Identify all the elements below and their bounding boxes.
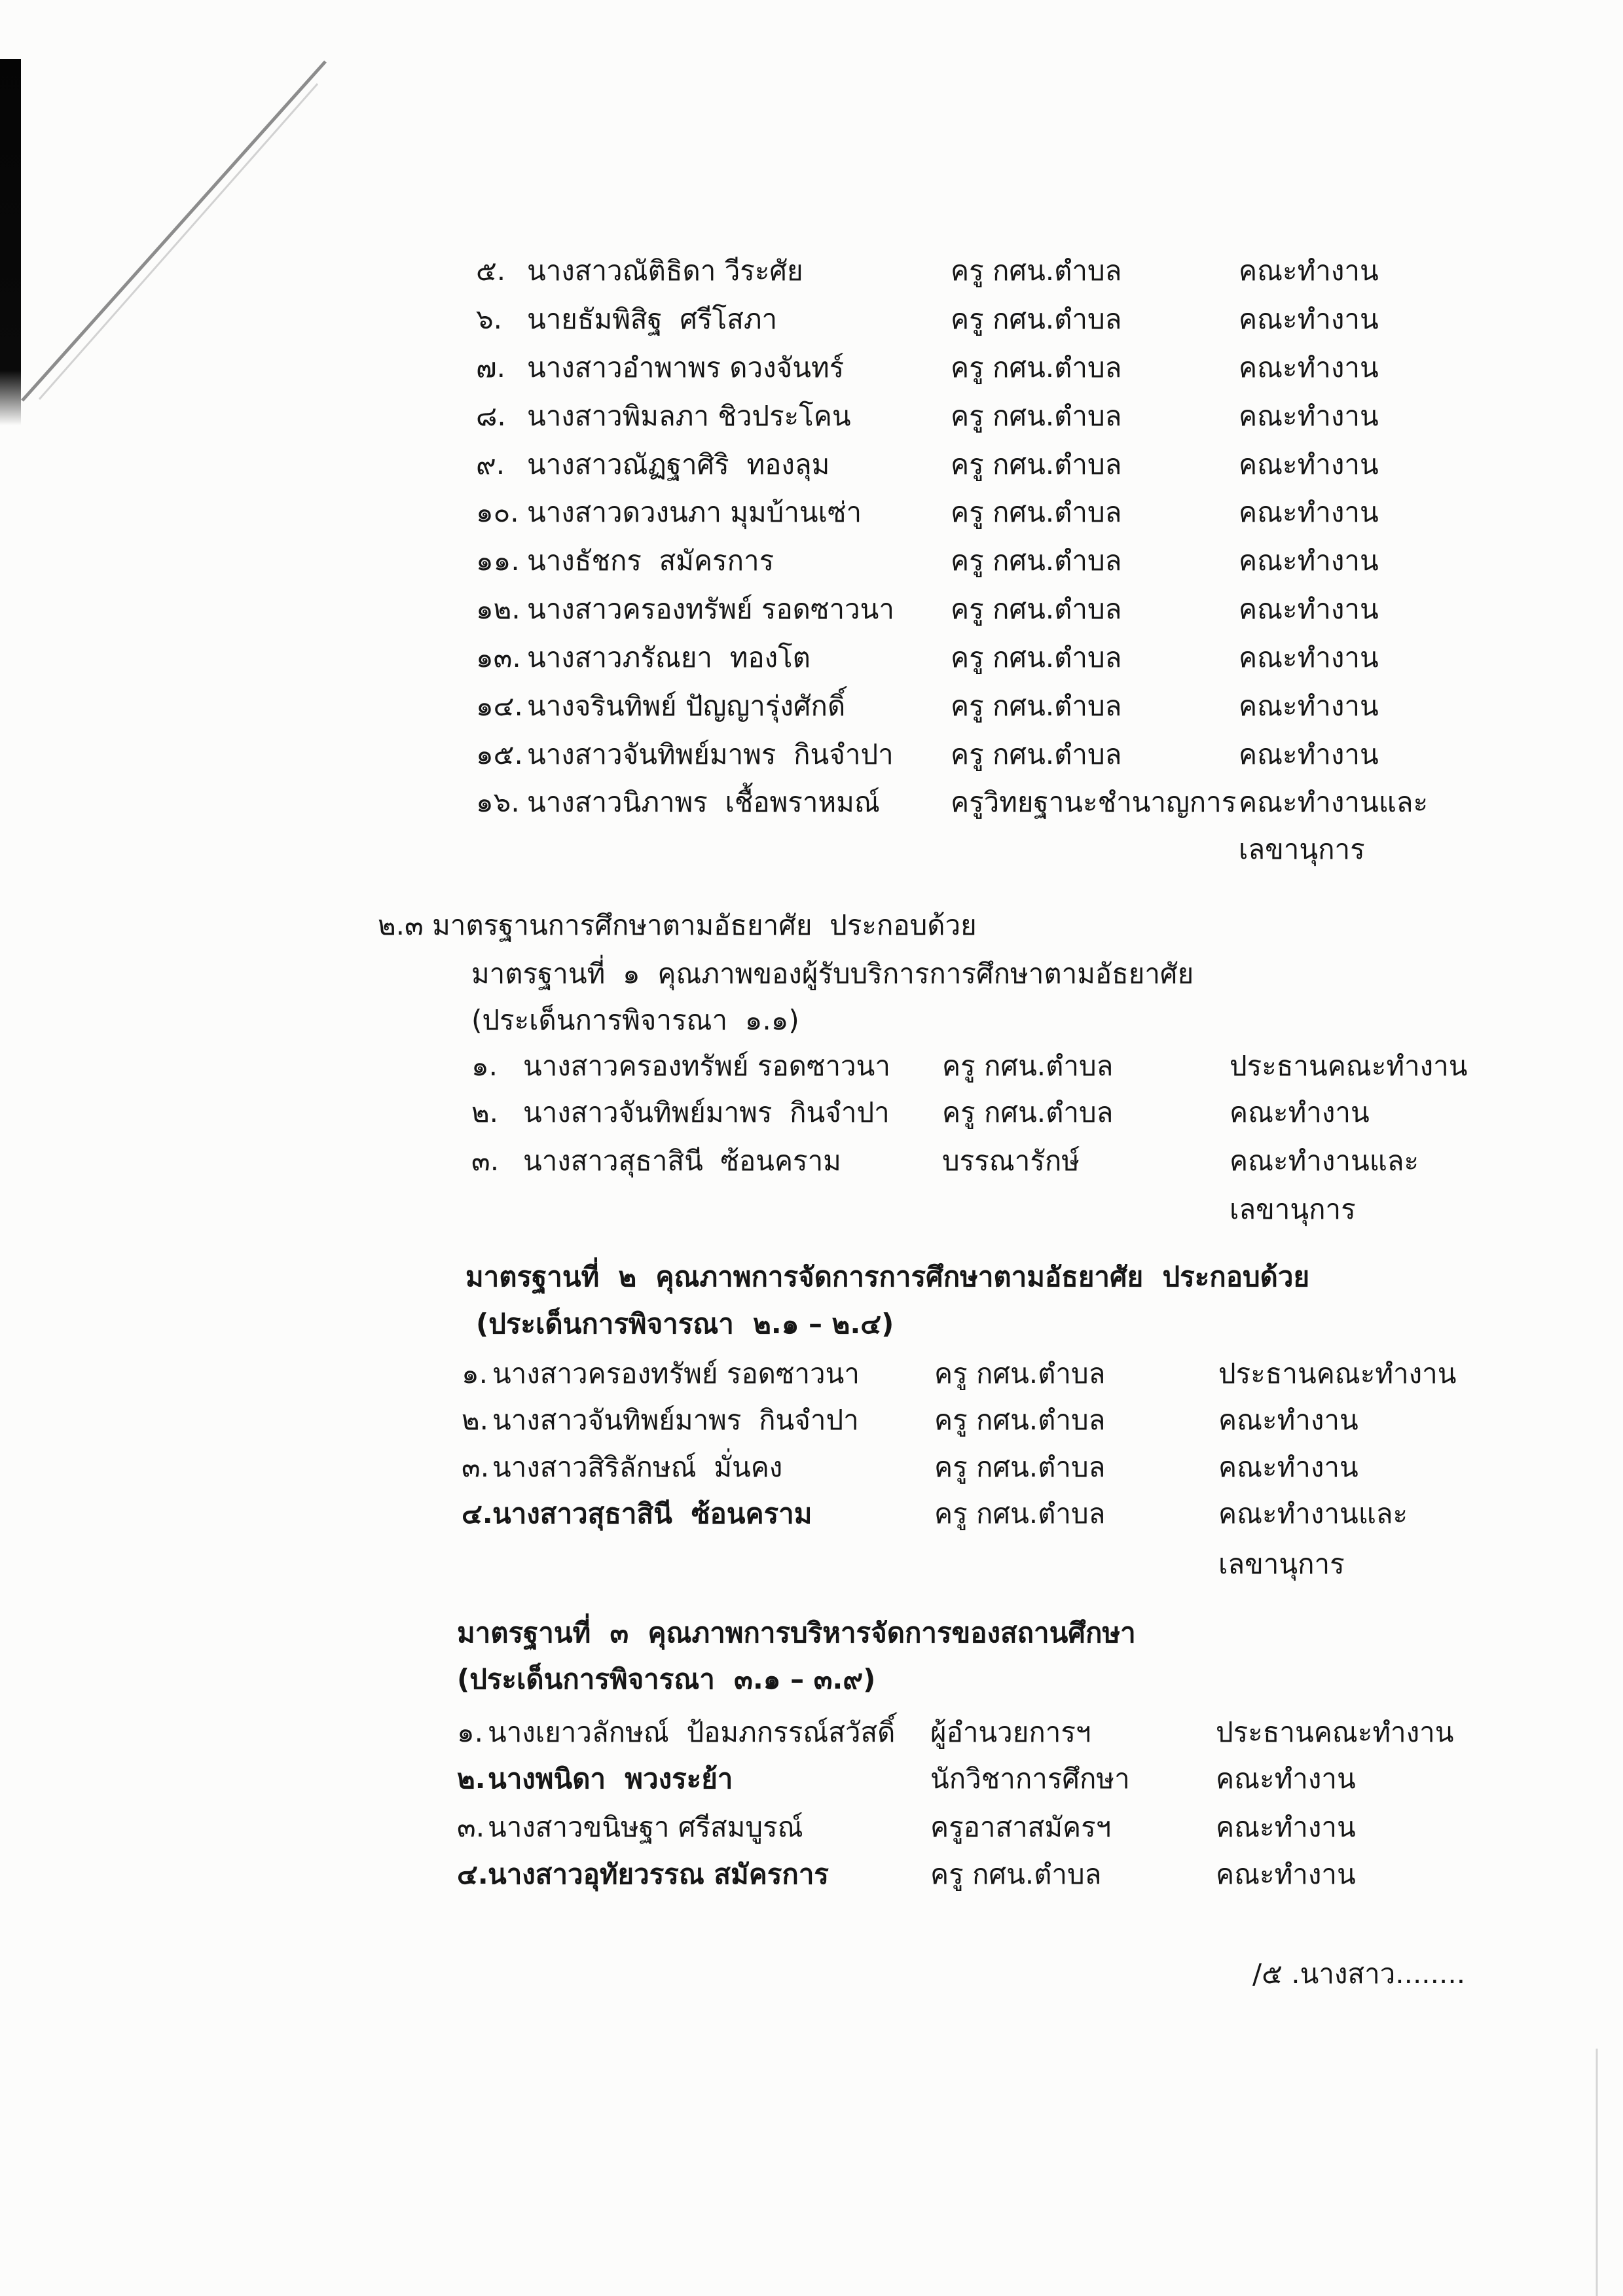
row-number: ๑๓. bbox=[476, 641, 521, 673]
member-position: ครู กศน.ตำบล bbox=[934, 1357, 1106, 1390]
row-number: ๒. bbox=[457, 1763, 486, 1795]
member-position: ครู กศน.ตำบล bbox=[951, 545, 1122, 577]
member-role: คณะทำงาน bbox=[1218, 1451, 1359, 1483]
member-name: นางสาวสิริลักษณ์ มั่นคง bbox=[492, 1451, 783, 1483]
row-number: ๒. bbox=[471, 1096, 499, 1128]
row-number: ๔. bbox=[462, 1498, 493, 1530]
member-position: ครู กศน.ตำบล bbox=[951, 593, 1122, 625]
row-number: ๖. bbox=[476, 303, 503, 335]
row-number: ๓. bbox=[462, 1451, 490, 1483]
committee-row-continuation bbox=[0, 829, 1623, 870]
member-role: คณะทำงาน bbox=[1239, 448, 1379, 480]
member-position: ครู กศน.ตำบล bbox=[951, 303, 1122, 335]
committee-row bbox=[0, 251, 1623, 291]
member-role: คณะทำงาน bbox=[1216, 1811, 1356, 1843]
member-role-continued: เลขานุการ bbox=[1230, 1193, 1356, 1225]
member-role: ประธานคณะทำงาน bbox=[1218, 1357, 1457, 1390]
row-number: ๑๕. bbox=[476, 738, 523, 770]
member-role: คณะทำงาน bbox=[1239, 545, 1379, 577]
member-row bbox=[0, 1447, 1623, 1488]
member-position: ครู กศน.ตำบล bbox=[934, 1451, 1106, 1483]
member-name: นางเยาวลักษณ์ ป้อมภกรรณ์สวัสดิ์ bbox=[488, 1716, 896, 1748]
committee-row bbox=[0, 492, 1623, 533]
member-position: ครู กศน.ตำบล bbox=[951, 641, 1122, 673]
member-position: ครู กศน.ตำบล bbox=[951, 255, 1122, 287]
row-number: ๘. bbox=[476, 400, 506, 432]
member-role: คณะทำงาน bbox=[1239, 496, 1379, 528]
member-name: นางสาวณัติธิดา วีระศัย bbox=[527, 255, 803, 287]
row-number: ๒. bbox=[462, 1404, 489, 1436]
committee-row bbox=[0, 686, 1623, 726]
member-name: นางสาวครองทรัพย์ รอดซาวนา bbox=[523, 1050, 890, 1082]
member-role: คณะทำงาน bbox=[1216, 1763, 1356, 1795]
member-name: นางสาวอุทัยวรรณ สมัครการ bbox=[488, 1858, 829, 1890]
standard-title: มาตรฐานที่ ๓ คุณภาพการบริหารจัดการของสถานศึกษา bbox=[457, 1617, 1136, 1649]
member-role: คณะทำงานและ bbox=[1239, 786, 1429, 818]
member-row bbox=[0, 1807, 1623, 1848]
member-name: นางสาวพิมลภา ชิวประโคน bbox=[527, 400, 851, 432]
row-number: ๑๔. bbox=[476, 690, 523, 722]
page-continuation-marker: /๕ .นางสาว........ bbox=[1252, 1958, 1466, 1990]
standard-criteria: (ประเด็นการพิจารณา ๓.๑ – ๓.๙) bbox=[457, 1663, 876, 1695]
committee-row bbox=[0, 541, 1623, 581]
member-role: คณะทำงานและ bbox=[1230, 1145, 1419, 1177]
member-role-continued: เลขานุการ bbox=[1239, 833, 1365, 865]
standard-criteria: (ประเด็นการพิจารณา ๒.๑ – ๒.๔) bbox=[476, 1308, 894, 1340]
member-name: นางสาวครองทรัพย์ รอดซาวนา bbox=[527, 593, 894, 625]
member-position: ครู กศน.ตำบล bbox=[951, 400, 1122, 432]
member-role: คณะทำงาน bbox=[1239, 593, 1379, 625]
member-role: คณะทำงาน bbox=[1239, 303, 1379, 335]
member-position: ครู กศน.ตำบล bbox=[930, 1858, 1102, 1890]
committee-row bbox=[0, 637, 1623, 678]
member-name: นางสาวสุธาสินี ซ้อนคราม bbox=[523, 1145, 841, 1177]
committee-row bbox=[0, 444, 1623, 485]
member-row bbox=[0, 1354, 1623, 1394]
row-number: ๗. bbox=[476, 351, 505, 384]
member-name: นางสาวจันทิพย์มาพร กินจำปา bbox=[523, 1096, 890, 1128]
member-name: นางสาวอำพาพร ดวงจันทร์ bbox=[527, 351, 845, 384]
member-position: ครูวิทยฐานะชำนาญการ bbox=[951, 786, 1237, 818]
row-number: ๓. bbox=[457, 1811, 485, 1843]
committee-row bbox=[0, 734, 1623, 775]
committee-row bbox=[0, 299, 1623, 340]
row-number: ๓. bbox=[471, 1145, 500, 1177]
section-heading: ๒.๓ มาตรฐานการศึกษาตามอัธยาศัย ประกอบด้วย bbox=[378, 909, 977, 941]
member-position: นักวิชาการศึกษา bbox=[930, 1763, 1130, 1795]
row-number: ๑๐. bbox=[476, 496, 519, 528]
member-row bbox=[0, 1854, 1623, 1895]
member-position: ครู กศน.ตำบล bbox=[951, 496, 1122, 528]
member-position: ครูอาสาสมัครฯ bbox=[930, 1811, 1112, 1843]
standard-title: มาตรฐานที่ ๒ คุณภาพการจัดการการศึกษาตามอัธยาศัย ประกอบด้วย bbox=[465, 1261, 1310, 1293]
member-position: บรรณารักษ์ bbox=[942, 1145, 1080, 1177]
row-number: ๕. bbox=[476, 255, 506, 287]
member-role: คณะทำงาน bbox=[1239, 738, 1379, 770]
member-name: นางสาวจันทิพย์มาพร กินจำปา bbox=[492, 1404, 859, 1436]
member-name: นางสาวดวงนภา มุมบ้านเซ่า bbox=[527, 496, 862, 528]
row-number: ๑. bbox=[471, 1050, 498, 1082]
row-number: ๑๖. bbox=[476, 786, 520, 818]
committee-row bbox=[0, 396, 1623, 437]
member-position: ครู กศน.ตำบล bbox=[951, 351, 1122, 384]
row-number: ๑๑. bbox=[476, 545, 520, 577]
member-name: นางธัชกร สมัครการ bbox=[527, 545, 775, 577]
member-name: นางสาวภรัณยา ทองโต bbox=[527, 641, 811, 673]
committee-row bbox=[0, 782, 1623, 823]
member-position: ครู กศน.ตำบล bbox=[934, 1404, 1106, 1436]
member-position: ครู กศน.ตำบล bbox=[942, 1096, 1114, 1128]
member-row bbox=[0, 1400, 1623, 1441]
member-row bbox=[0, 1141, 1623, 1181]
member-position: ครู กศน.ตำบล bbox=[951, 690, 1122, 722]
member-name: นางสาวสุธาสินี ซ้อนคราม bbox=[492, 1498, 812, 1530]
row-number: ๑. bbox=[462, 1357, 488, 1390]
member-row bbox=[0, 1046, 1623, 1086]
member-row bbox=[0, 1759, 1623, 1799]
member-role: คณะทำงาน bbox=[1216, 1858, 1356, 1890]
member-name: นางสาวขนิษฐา ศรีสมบูรณ์ bbox=[488, 1811, 803, 1843]
row-number: ๑๒. bbox=[476, 593, 520, 625]
member-row bbox=[0, 1712, 1623, 1753]
member-position: ครู กศน.ตำบล bbox=[951, 738, 1122, 770]
member-position: ครู กศน.ตำบล bbox=[934, 1498, 1106, 1530]
member-role: คณะทำงาน bbox=[1239, 690, 1379, 722]
member-position: ครู กศน.ตำบล bbox=[951, 448, 1122, 480]
member-role: คณะทำงาน bbox=[1239, 400, 1379, 432]
row-number: ๙. bbox=[476, 448, 505, 480]
member-row-continuation bbox=[0, 1189, 1623, 1230]
member-role: คณะทำงาน bbox=[1239, 255, 1379, 287]
member-role: ประธานคณะทำงาน bbox=[1230, 1050, 1468, 1082]
committee-row bbox=[0, 589, 1623, 630]
member-name: นายธัมพิสิฐ ศรีโสภา bbox=[527, 303, 778, 335]
member-name: นางจรินทิพย์ ปัญญารุ่งศักดิ์ bbox=[527, 690, 846, 722]
member-row bbox=[0, 1092, 1623, 1133]
member-role: ประธานคณะทำงาน bbox=[1216, 1716, 1454, 1748]
row-number: ๔. bbox=[457, 1858, 488, 1890]
member-role: คณะทำงาน bbox=[1218, 1404, 1359, 1436]
row-number: ๑. bbox=[457, 1716, 484, 1748]
member-name: นางสาวจันทิพย์มาพร กินจำปา bbox=[527, 738, 894, 770]
member-name: นางสาวนิภาพร เชื้อพราหมณ์ bbox=[527, 786, 880, 818]
member-role: คณะทำงาน bbox=[1239, 351, 1379, 384]
member-position: ครู กศน.ตำบล bbox=[942, 1050, 1114, 1082]
member-position: ผู้อำนวยการฯ bbox=[930, 1716, 1091, 1748]
member-role: คณะทำงานและ bbox=[1218, 1498, 1408, 1530]
member-row bbox=[0, 1494, 1623, 1534]
member-row-continuation bbox=[0, 1544, 1623, 1585]
committee-row bbox=[0, 348, 1623, 388]
member-role: คณะทำงาน bbox=[1230, 1096, 1370, 1128]
member-role: คณะทำงาน bbox=[1239, 641, 1379, 673]
standard-criteria: (ประเด็นการพิจารณา ๑.๑) bbox=[471, 1004, 799, 1036]
member-name: นางพนิดา พวงระย้า bbox=[488, 1763, 733, 1795]
member-name: นางสาวครองทรัพย์ รอดซาวนา bbox=[492, 1357, 860, 1390]
member-role-continued: เลขานุการ bbox=[1218, 1548, 1345, 1580]
standard-title: มาตรฐานที่ ๑ คุณภาพของผู้รับบริการการศึกษาตามอัธยาศัย bbox=[471, 958, 1194, 990]
member-name: นางสาวณัฏฐาศิริ ทองลุม bbox=[527, 448, 830, 480]
